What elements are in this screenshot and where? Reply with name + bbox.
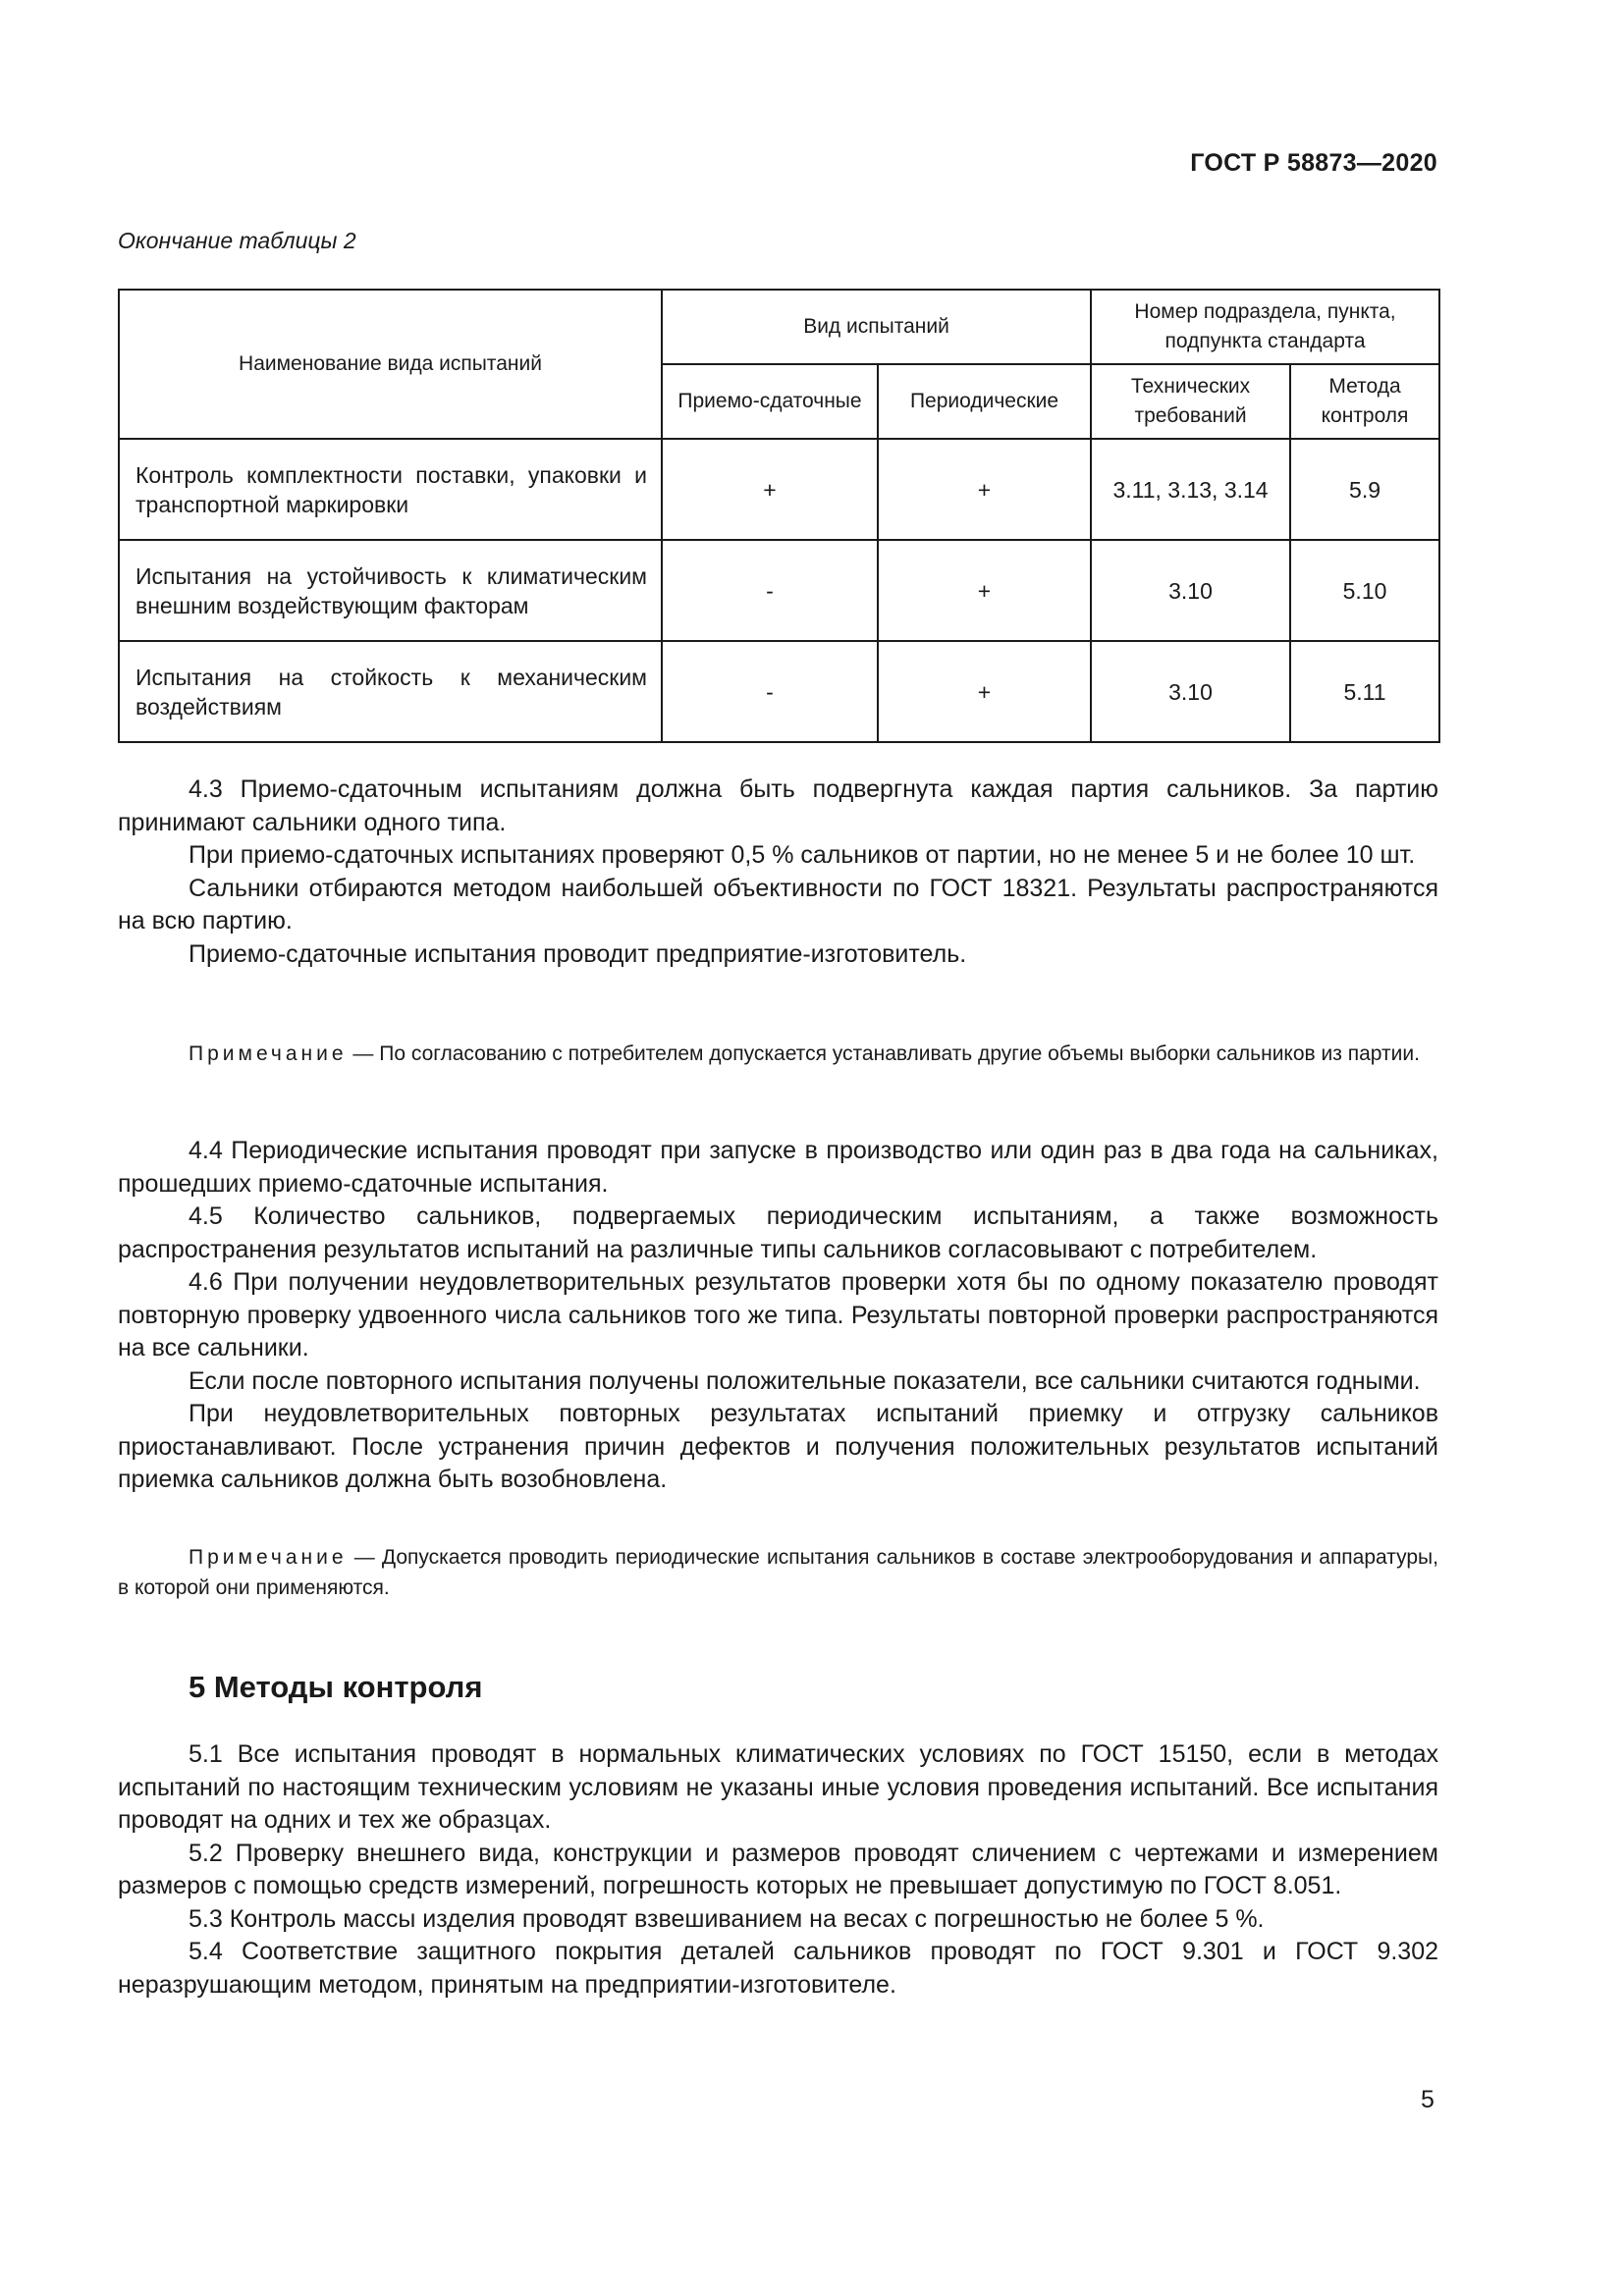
paragraph-5-2: 5.2 Проверку внешнего вида, конструкции и размеров проводят сличением с чертежами и измерением размеров с помощью средств измерений, погрешность которых не превышает допустимую по ГОСТ 8.051. <box>118 1839 1438 1899</box>
col-header-tech-req: Технических требований <box>1091 364 1290 439</box>
row-method: 5.11 <box>1290 641 1439 742</box>
row-periodic: + <box>878 540 1091 641</box>
paragraph-5-1: 5.1 Все испытания проводят в нормальных климатических условиях по ГОСТ 15150, если в методах испытаний по настоящим техническим условиям не указаны иные условия проведения испытаний. Все испытания проводят на одних и тех же образцах. <box>118 1740 1438 1834</box>
row-acceptance: - <box>662 540 878 641</box>
paragraph-4-6: 4.6 При получении неудовлетворительных результатов проверки хотя бы по одному показателю проводят повторную проверку удвоенного числа сальников того же типа. Результаты повторной проверки распространяются на все сальники. <box>118 1268 1438 1362</box>
col-header-acceptance: Приемо-сдаточные <box>662 364 878 439</box>
row-tech-req: 3.10 <box>1091 641 1290 742</box>
section-4-block-a <box>118 774 1438 971</box>
note-1 <box>118 1039 1438 1069</box>
section-4-block-b <box>118 1135 1438 1497</box>
paragraph-4-4: 4.4 Периодические испытания проводят при запуске в производство или один раз в два года на сальниках, прошедших приемо-сдаточные испытания. <box>118 1137 1438 1198</box>
col-header-periodic: Периодические <box>878 364 1091 439</box>
col-header-test-type: Вид испытаний <box>662 290 1091 364</box>
paragraph-4-5: 4.5 Количество сальников, подвергаемых периодическим испытаниям, а также возможность распространения результатов испытаний на различные типы сальников согласовывают с потребителем. <box>118 1202 1438 1263</box>
page-number: 5 <box>1421 2086 1435 2113</box>
row-periodic: + <box>878 641 1091 742</box>
paragraph-4-3-b: При приемо-сдаточных испытаниях проверяют 0,5 % сальников от партии, но не менее 5 и не более 10 шт. <box>189 841 1416 869</box>
note-label: Примечание <box>189 1546 348 1569</box>
note-text: — Допускается проводить периодические испытания сальников в составе электрооборудования и аппаратуры, в которой они применяются. <box>118 1546 1438 1599</box>
paragraph-5-4: 5.4 Соответствие защитного покрытия деталей сальников проводят по ГОСТ 9.301 и ГОСТ 9.302 неразрушающим методом, принятым на предприятии-изготовителе. <box>118 1938 1438 1999</box>
paragraph-4-6-c: При неудовлетворительных повторных результатах испытаний приемку и отгрузку сальников приостанавливают. После устранения причин дефектов и получения положительных результатов испытаний приемка сальников должна быть возобновлена. <box>118 1400 1438 1493</box>
note-label: Примечание <box>189 1042 348 1065</box>
row-periodic: + <box>878 439 1091 540</box>
row-name: Контроль комплектности поставки, упаковки и транспортной маркировки <box>119 439 662 540</box>
paragraph-5-3: 5.3 Контроль массы изделия проводят взвешиванием на весах с погрешностью не более 5 %. <box>189 1904 1265 1933</box>
row-acceptance: + <box>662 439 878 540</box>
standard-code: ГОСТ Р 58873—2020 <box>1190 149 1437 177</box>
note-2 <box>118 1542 1438 1603</box>
table-row <box>119 540 1439 641</box>
col-header-section-ref: Номер подраздела, пункта, подпункта стандарта <box>1091 290 1439 364</box>
paragraph-4-3-c: Сальники отбираются методом наибольшей объективности по ГОСТ 18321. Результаты распространяются на всю партию. <box>118 874 1438 934</box>
row-tech-req: 3.11, 3.13, 3.14 <box>1091 439 1290 540</box>
section-5-block <box>118 1738 1438 2002</box>
col-header-name: Наименование вида испытаний <box>119 290 662 439</box>
table-caption: Окончание таблицы 2 <box>118 228 356 253</box>
paragraph-4-3: 4.3 Приемо-сдаточным испытаниям должна быть подвергнута каждая партия сальников. За партию принимают сальники одного типа. <box>118 775 1438 836</box>
paragraph-4-3-d: Приемо-сдаточные испытания проводит предприятие-изготовитель. <box>189 939 967 968</box>
table-row <box>119 439 1439 540</box>
note-text: — По согласованию с потребителем допускается устанавливать другие объемы выборки сальников из партии. <box>347 1042 1420 1065</box>
row-method: 5.10 <box>1290 540 1439 641</box>
row-name: Испытания на устойчивость к климатическим внешним воздействующим факторам <box>119 540 662 641</box>
row-tech-req: 3.10 <box>1091 540 1290 641</box>
paragraph-4-6-b: Если после повторного испытания получены положительные показатели, все сальники считаются годными. <box>189 1366 1421 1395</box>
row-method: 5.9 <box>1290 439 1439 540</box>
row-name: Испытания на стойкость к механическим воздействиям <box>119 641 662 742</box>
col-header-method: Метода контроля <box>1290 364 1439 439</box>
section-5-heading: 5 Методы контроля <box>189 1670 483 1704</box>
row-acceptance: - <box>662 641 878 742</box>
tests-table <box>118 289 1440 743</box>
table-row <box>119 641 1439 742</box>
